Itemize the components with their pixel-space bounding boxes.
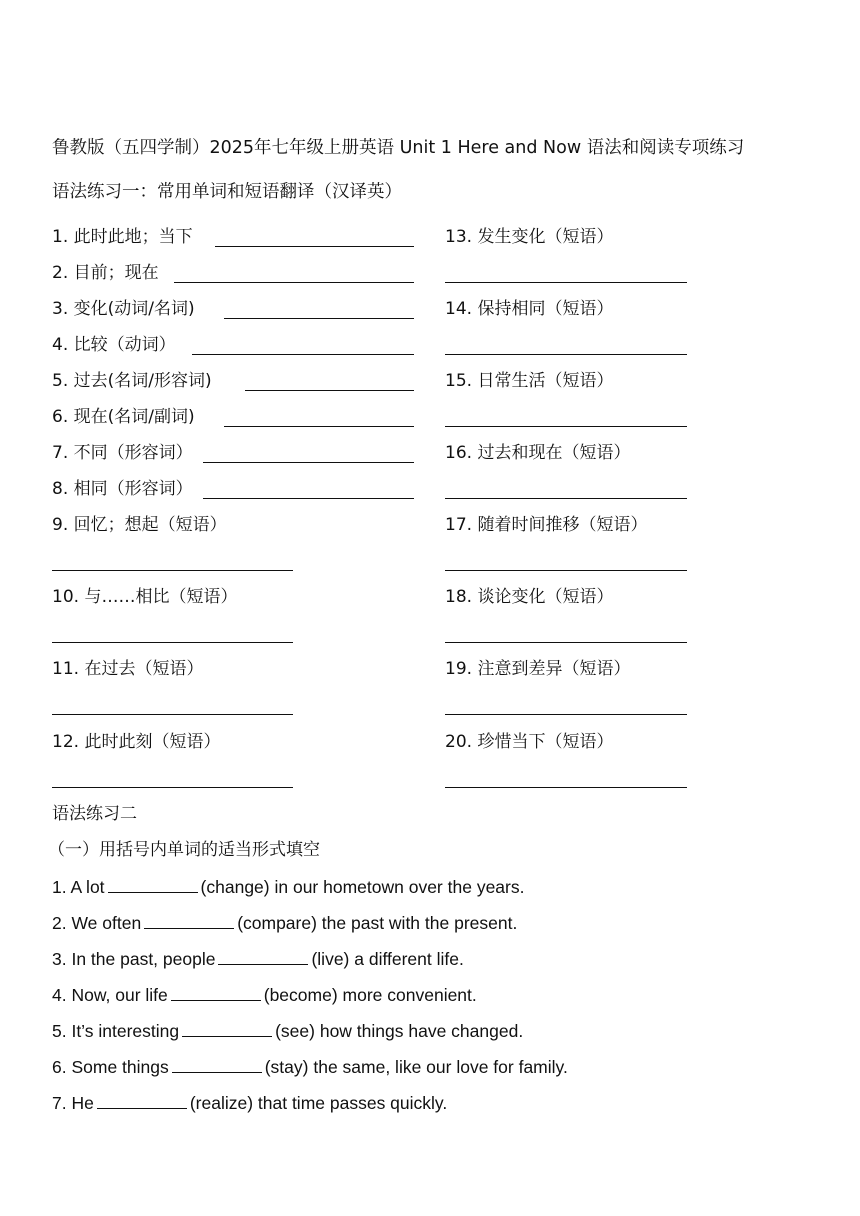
fill-item-6: 6. Some things (stay) the same, like our love for family. xyxy=(52,1054,568,1079)
vocab-item-17: 17. 随着时间推移（短语） xyxy=(445,515,648,535)
answer-line-20[interactable] xyxy=(445,786,687,788)
vocab-item-4: 4. 比较（动词） xyxy=(52,335,176,355)
answer-line-18[interactable] xyxy=(445,641,687,643)
vocab-item-15: 15. 日常生活（短语） xyxy=(445,371,614,391)
fill-blank[interactable] xyxy=(108,874,198,893)
fill-blank[interactable] xyxy=(97,1090,187,1109)
vocab-item-5: 5. 过去(名词/形容词) xyxy=(52,371,212,391)
fill-item-7: 7. He (realize) that time passes quickly. xyxy=(52,1090,447,1115)
vocab-item-16: 16. 过去和现在（短语） xyxy=(445,443,631,463)
vocab-item-10: 10. 与……相比（短语） xyxy=(52,587,238,607)
vocab-item-6: 6. 现在(名词/副词) xyxy=(52,407,195,427)
section1-heading: 语法练习一：常用单词和短语翻译（汉译英） xyxy=(52,182,402,202)
vocab-item-3: 3. 变化(动词/名词) xyxy=(52,299,195,319)
fill-blank[interactable] xyxy=(144,910,234,929)
vocab-item-8: 8. 相同（形容词） xyxy=(52,479,193,499)
answer-line-12[interactable] xyxy=(52,786,293,788)
vocab-item-11: 11. 在过去（短语） xyxy=(52,659,204,679)
document-title: 鲁教版（五四学制）2025年七年级上册英语 Unit 1 Here and Now 语法和阅读专项练习 xyxy=(52,138,745,158)
answer-line-11[interactable] xyxy=(52,713,293,715)
answer-line-9[interactable] xyxy=(52,569,293,571)
vocab-item-2: 2. 目前；现在 xyxy=(52,263,159,283)
vocab-item-14: 14. 保持相同（短语） xyxy=(445,299,614,319)
answer-line-7[interactable] xyxy=(203,461,414,463)
answer-line-1[interactable] xyxy=(215,245,414,247)
fill-item-3: 3. In the past, people (live) a different life. xyxy=(52,946,464,971)
fill-item-5: 5. It’s interesting (see) how things have changed. xyxy=(52,1018,523,1043)
answer-line-5[interactable] xyxy=(245,389,414,391)
answer-line-8[interactable] xyxy=(203,497,414,499)
section2-subheading: （一）用括号内单词的适当形式填空 xyxy=(48,840,320,860)
vocab-item-13: 13. 发生变化（短语） xyxy=(445,227,614,247)
section2-heading: 语法练习二 xyxy=(52,804,137,824)
vocab-item-19: 19. 注意到差异（短语） xyxy=(445,659,631,679)
fill-blank[interactable] xyxy=(171,982,261,1001)
vocab-item-1: 1. 此时此地；当下 xyxy=(52,227,193,247)
answer-line-13[interactable] xyxy=(445,281,687,283)
answer-line-6[interactable] xyxy=(224,425,414,427)
fill-blank[interactable] xyxy=(218,946,308,965)
answer-line-19[interactable] xyxy=(445,713,687,715)
answer-line-2[interactable] xyxy=(174,281,414,283)
fill-blank[interactable] xyxy=(172,1054,262,1073)
fill-item-4: 4. Now, our life (become) more convenient. xyxy=(52,982,477,1007)
answer-line-10[interactable] xyxy=(52,641,293,643)
answer-line-14[interactable] xyxy=(445,353,687,355)
vocab-item-20: 20. 珍惜当下（短语） xyxy=(445,732,614,752)
vocab-item-12: 12. 此时此刻（短语） xyxy=(52,732,221,752)
vocab-item-18: 18. 谈论变化（短语） xyxy=(445,587,614,607)
fill-blank[interactable] xyxy=(182,1018,272,1037)
answer-line-15[interactable] xyxy=(445,425,687,427)
answer-line-17[interactable] xyxy=(445,569,687,571)
answer-line-4[interactable] xyxy=(192,353,414,355)
vocab-item-9: 9. 回忆；想起（短语） xyxy=(52,515,227,535)
answer-line-3[interactable] xyxy=(224,317,414,319)
fill-item-1: 1. A lot (change) in our hometown over the years. xyxy=(52,874,524,899)
vocab-item-7: 7. 不同（形容词） xyxy=(52,443,193,463)
answer-line-16[interactable] xyxy=(445,497,687,499)
fill-item-2: 2. We often (compare) the past with the present. xyxy=(52,910,517,935)
